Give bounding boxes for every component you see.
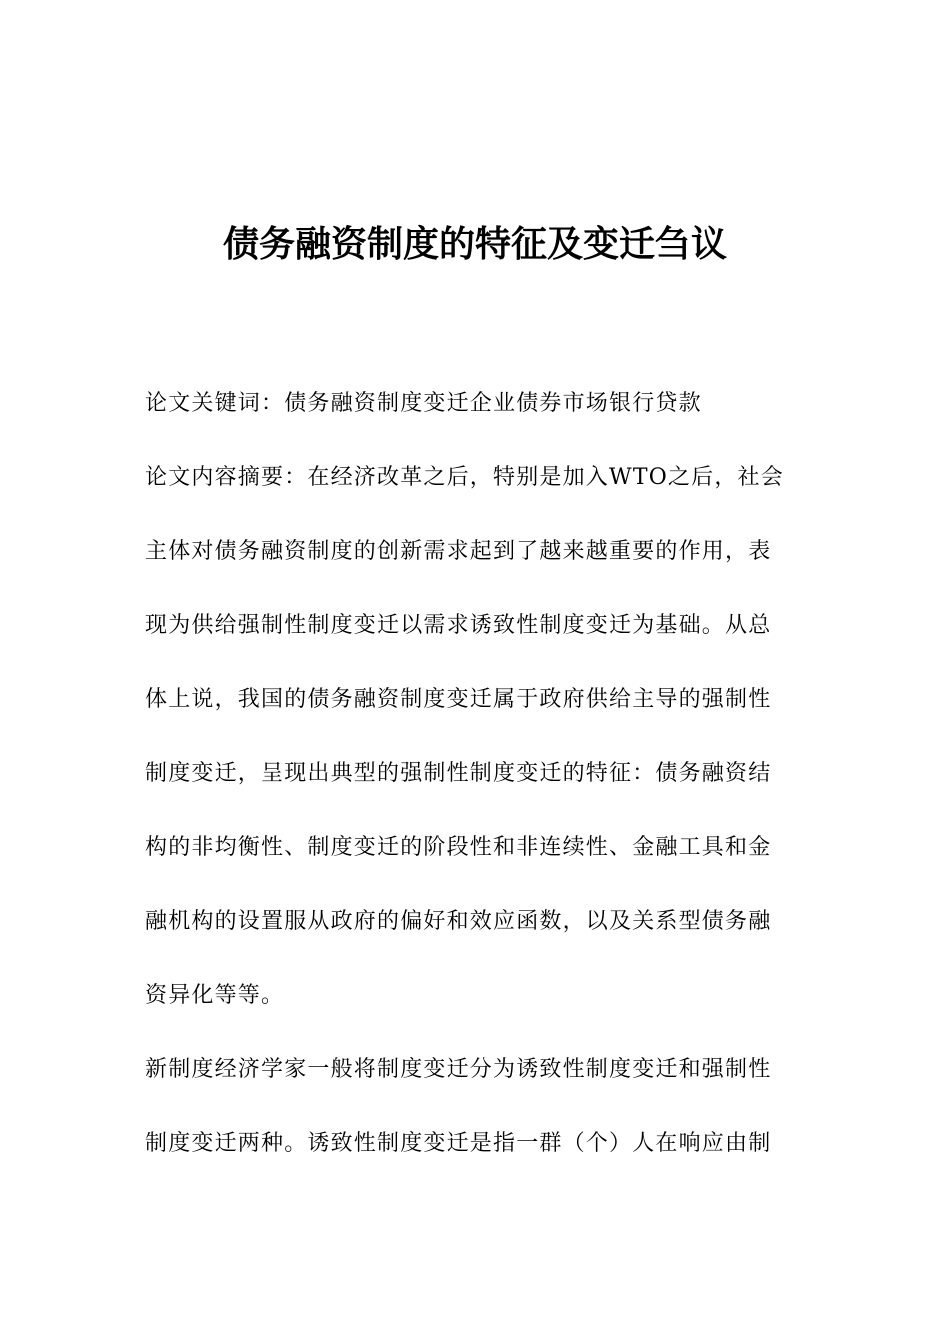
abstract-line: 体上说，我国的债务融资制度变迁属于政府供给主导的强制性 — [145, 687, 772, 712]
body-paragraph — [145, 1054, 807, 1202]
abstract-paragraph — [145, 462, 807, 1054]
abstract-line: 资异化等等。 — [145, 983, 285, 1008]
abstract-line: 现为供给强制性制度变迁以需求诱致性制度变迁为基础。从总 — [145, 613, 772, 638]
abstract-line: 制度变迁，呈现出典型的强制性制度变迁的特征：债务融资结 — [145, 761, 772, 786]
document-body — [145, 388, 807, 1202]
abstract-line: 构的非均衡性、制度变迁的阶段性和非连续性、金融工具和金 — [145, 835, 772, 860]
body-line: 新制度经济学家一般将制度变迁分为诱致性制度变迁和强制性 — [145, 1057, 772, 1082]
body-line: 制度变迁两种。诱致性制度变迁是指一群（个）人在响应由制 — [145, 1131, 772, 1156]
keywords-paragraph — [145, 388, 807, 462]
abstract-line: 论文内容摘要：在经济改革之后，特别是加入WTO之后，社会 — [145, 465, 784, 490]
abstract-line: 融机构的设置服从政府的偏好和效应函数，以及关系型债务融 — [145, 909, 772, 934]
keywords-line: 论文关键词：债务融资制度变迁企业债券市场银行贷款 — [145, 391, 702, 416]
document-title: 债务融资制度的特征及变迁刍议 — [222, 224, 727, 265]
abstract-line: 主体对债务融资制度的创新需求起到了越来越重要的作用，表 — [145, 539, 772, 564]
